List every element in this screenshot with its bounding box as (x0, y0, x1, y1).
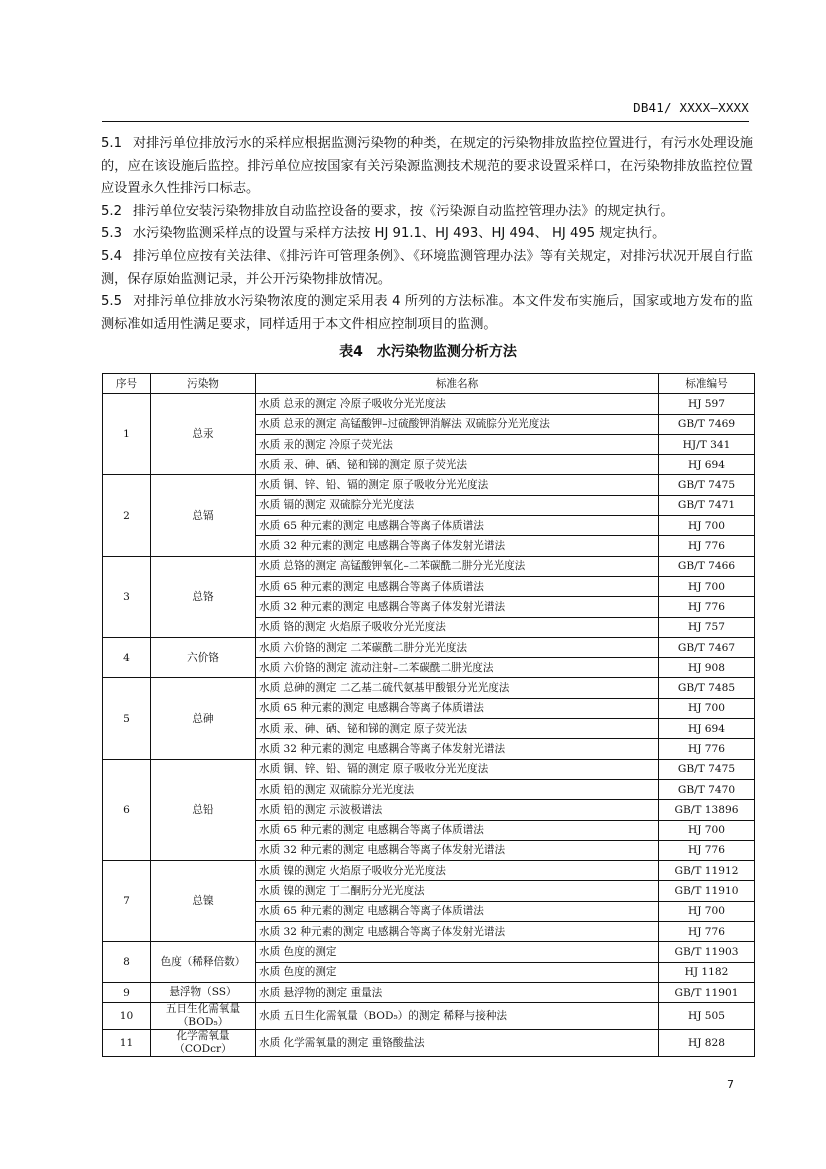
cell-pollutant: 六价铬 (151, 637, 256, 678)
cell-standard-name: 水质 六价铬的测定 流动注射–二苯碳酰二肼光度法 (256, 658, 659, 678)
cell-no: 2 (103, 475, 151, 556)
cell-standard-name: 水质 汞的测定 冷原子荧光法 (256, 434, 659, 454)
cell-pollutant: 总铬 (151, 556, 256, 637)
cell-standard-code: HJ 776 (659, 597, 755, 617)
cell-standard-code: GB/T 11901 (659, 982, 755, 1002)
cell-standard-name: 水质 色度的测定 (256, 942, 659, 962)
clause-5-2 (101, 201, 753, 224)
header-rule (102, 121, 749, 122)
table-row (103, 556, 755, 576)
cell-pollutant: 总铅 (151, 759, 256, 860)
cell-standard-name: 水质 镍的测定 火焰原子吸收分光光度法 (256, 861, 659, 881)
cell-no: 4 (103, 637, 151, 678)
clause-number: 5.3 (101, 226, 122, 242)
table-row (103, 475, 755, 495)
cell-standard-code: GB/T 7470 (659, 779, 755, 799)
cell-standard-name: 水质 65 种元素的测定 电感耦合等离子体质谱法 (256, 576, 659, 596)
cell-standard-code: HJ/T 341 (659, 434, 755, 454)
cell-standard-name: 水质 汞、砷、硒、铋和锑的测定 原子荧光法 (256, 719, 659, 739)
cell-no: 11 (103, 1030, 151, 1057)
table-row (103, 759, 755, 779)
cell-standard-name: 水质 镍的测定 丁二酮肟分光光度法 (256, 881, 659, 901)
cell-no: 10 (103, 1003, 151, 1030)
cell-standard-name: 水质 65 种元素的测定 电感耦合等离子体质谱法 (256, 901, 659, 921)
cell-standard-code: HJ 828 (659, 1030, 755, 1057)
cell-standard-code: HJ 776 (659, 922, 755, 942)
cell-standard-name: 水质 总汞的测定 高锰酸钾–过硫酸钾消解法 双硫腙分光光度法 (256, 414, 659, 434)
clause-body: 排污单位安装污染物排放自动监控设备的要求，按《污染源自动监控管理办法》的规定执行。 (132, 203, 674, 219)
table-row (103, 1003, 755, 1030)
cell-standard-code: GB/T 11912 (659, 861, 755, 881)
cell-pollutant: 总镉 (151, 475, 256, 556)
cell-standard-code: GB/T 11910 (659, 881, 755, 901)
clause-5-5 (101, 291, 753, 336)
cell-standard-code: GB/T 13896 (659, 800, 755, 820)
cell-pollutant: 总镍 (151, 861, 256, 942)
cell-standard-name: 水质 六价铬的测定 二苯碳酰二肼分光光度法 (256, 637, 659, 657)
cell-standard-name: 水质 65 种元素的测定 电感耦合等离子体质谱法 (256, 698, 659, 718)
header-standard-name: 标准名称 (256, 374, 659, 394)
cell-standard-code: HJ 700 (659, 901, 755, 921)
cell-standard-name: 水质 汞、砷、硒、铋和锑的测定 原子荧光法 (256, 455, 659, 475)
cell-standard-name: 水质 总砷的测定 二乙基二硫代氨基甲酸银分光光度法 (256, 678, 659, 698)
cell-standard-code: GB/T 7475 (659, 475, 755, 495)
clause-body: 对排污单位排放污水的采样应根据监测污染物的种类，在规定的污染物排放监控位置进行，有污水处理设施的，应在该设施后监控。排污单位应按国家有关污染源监测技术规范的要求设置采样口，在污染物排放监控位置应设置永久性排污口标志。 (101, 136, 753, 197)
table-title: 表4 水污染物监测分析方法 (339, 344, 517, 360)
cell-standard-code: HJ 505 (659, 1003, 755, 1030)
cell-standard-code: GB/T 11903 (659, 942, 755, 962)
cell-standard-name: 水质 化学需氧量的测定 重铬酸盐法 (256, 1030, 659, 1057)
table-row (103, 678, 755, 698)
cell-pollutant: 悬浮物（SS） (151, 982, 256, 1002)
cell-no: 3 (103, 556, 151, 637)
cell-standard-name: 水质 铜、锌、铅、镉的测定 原子吸收分光光度法 (256, 475, 659, 495)
cell-standard-code: HJ 776 (659, 536, 755, 556)
cell-standard-code: HJ 1182 (659, 962, 755, 982)
cell-standard-code: HJ 757 (659, 617, 755, 637)
cell-standard-name: 水质 32 种元素的测定 电感耦合等离子体发射光谱法 (256, 739, 659, 759)
cell-no: 7 (103, 861, 151, 942)
header-standard-code: 标准编号 (659, 374, 755, 394)
cell-standard-name: 水质 32 种元素的测定 电感耦合等离子体发射光谱法 (256, 536, 659, 556)
clause-body: 排污单位应按有关法律、《排污许可管理条例》、《环境监测管理办法》等有关规定，对排污状况开展自行监测，保存原始监测记录，并公开污染物排放情况。 (101, 248, 753, 287)
cell-standard-code: GB/T 7467 (659, 637, 755, 657)
cell-standard-name: 水质 铅的测定 双硫腙分光光度法 (256, 779, 659, 799)
table-row (103, 942, 755, 962)
cell-no: 1 (103, 394, 151, 475)
cell-standard-code: HJ 908 (659, 658, 755, 678)
clause-number: 5.1 (101, 136, 122, 151)
table-row (103, 637, 755, 657)
cell-standard-name: 水质 32 种元素的测定 电感耦合等离子体发射光谱法 (256, 922, 659, 942)
cell-standard-code: GB/T 7469 (659, 414, 755, 434)
cell-pollutant: 色度（稀释倍数） (151, 942, 256, 983)
cell-standard-code: HJ 694 (659, 719, 755, 739)
cell-pollutant: 总汞 (151, 394, 256, 475)
cell-no: 8 (103, 942, 151, 983)
cell-no: 5 (103, 678, 151, 759)
cell-standard-code: GB/T 7471 (659, 495, 755, 515)
cell-standard-code: HJ 776 (659, 739, 755, 759)
clause-text (101, 133, 753, 336)
clause-body: 对排污单位排放水污染物浓度的测定采用表 4 所列的方法标准。本文件发布实施后，国家或地方发布的监测标准如适用性满足要求，同样适用于本文件相应控制项目的监测。 (101, 294, 753, 332)
cell-pollutant: 化学需氧量（CODcr） (151, 1030, 256, 1057)
clause-body: 水污染物监测采样点的设置与采样方法按 HJ 91.1、HJ 493、HJ 494、 HJ 495 规定执行。 (132, 226, 666, 242)
page-number: 7 (727, 1078, 734, 1091)
clause-5-4 (101, 246, 753, 291)
cell-standard-name: 水质 65 种元素的测定 电感耦合等离子体质谱法 (256, 820, 659, 840)
cell-standard-name: 水质 65 种元素的测定 电感耦合等离子体质谱法 (256, 516, 659, 536)
cell-standard-name: 水质 五日生化需氧量（BOD₅）的测定 稀释与接种法 (256, 1003, 659, 1030)
table-row (103, 861, 755, 881)
cell-standard-name: 水质 32 种元素的测定 电感耦合等离子体发射光谱法 (256, 840, 659, 860)
cell-standard-code: HJ 700 (659, 820, 755, 840)
cell-standard-name: 水质 色度的测定 (256, 962, 659, 982)
cell-standard-name: 水质 悬浮物的测定 重量法 (256, 982, 659, 1002)
cell-standard-name: 水质 铅的测定 示波极谱法 (256, 800, 659, 820)
cell-pollutant: 总砷 (151, 678, 256, 759)
table-row (103, 982, 755, 1002)
monitoring-methods-table (102, 373, 755, 1057)
cell-standard-code: HJ 597 (659, 394, 755, 414)
cell-standard-code: GB/T 7475 (659, 759, 755, 779)
cell-standard-code: GB/T 7485 (659, 678, 755, 698)
cell-standard-name: 水质 总汞的测定 冷原子吸收分光光度法 (256, 394, 659, 414)
cell-standard-code: HJ 700 (659, 516, 755, 536)
clause-5-1 (101, 133, 753, 201)
document-code: DB41/ XXXX—XXXX (633, 100, 749, 115)
header-pollutant: 污染物 (151, 374, 256, 394)
table-row (103, 394, 755, 414)
cell-standard-name: 水质 镉的测定 双硫腙分光光度法 (256, 495, 659, 515)
clause-number: 5.4 (101, 248, 122, 264)
header-no: 序号 (103, 374, 151, 394)
cell-standard-name: 水质 总铬的测定 高锰酸钾氧化–二苯碳酰二肼分光光度法 (256, 556, 659, 576)
table-header-row (103, 374, 755, 394)
cell-standard-code: GB/T 7466 (659, 556, 755, 576)
table-body (103, 394, 755, 1057)
clause-number: 5.5 (101, 294, 122, 310)
cell-standard-name: 水质 铜、锌、铅、镉的测定 原子吸收分光光度法 (256, 759, 659, 779)
cell-standard-code: HJ 700 (659, 698, 755, 718)
cell-standard-name: 水质 32 种元素的测定 电感耦合等离子体发射光谱法 (256, 597, 659, 617)
cell-standard-code: HJ 700 (659, 576, 755, 596)
cell-standard-code: HJ 694 (659, 455, 755, 475)
cell-pollutant: 五日生化需氧量（BOD₅） (151, 1003, 256, 1030)
clause-number: 5.2 (101, 203, 122, 219)
cell-no: 9 (103, 982, 151, 1002)
cell-standard-code: HJ 776 (659, 840, 755, 860)
cell-no: 6 (103, 759, 151, 860)
table-row (103, 1030, 755, 1057)
cell-standard-name: 水质 铬的测定 火焰原子吸收分光光度法 (256, 617, 659, 637)
clause-5-3 (101, 223, 753, 246)
